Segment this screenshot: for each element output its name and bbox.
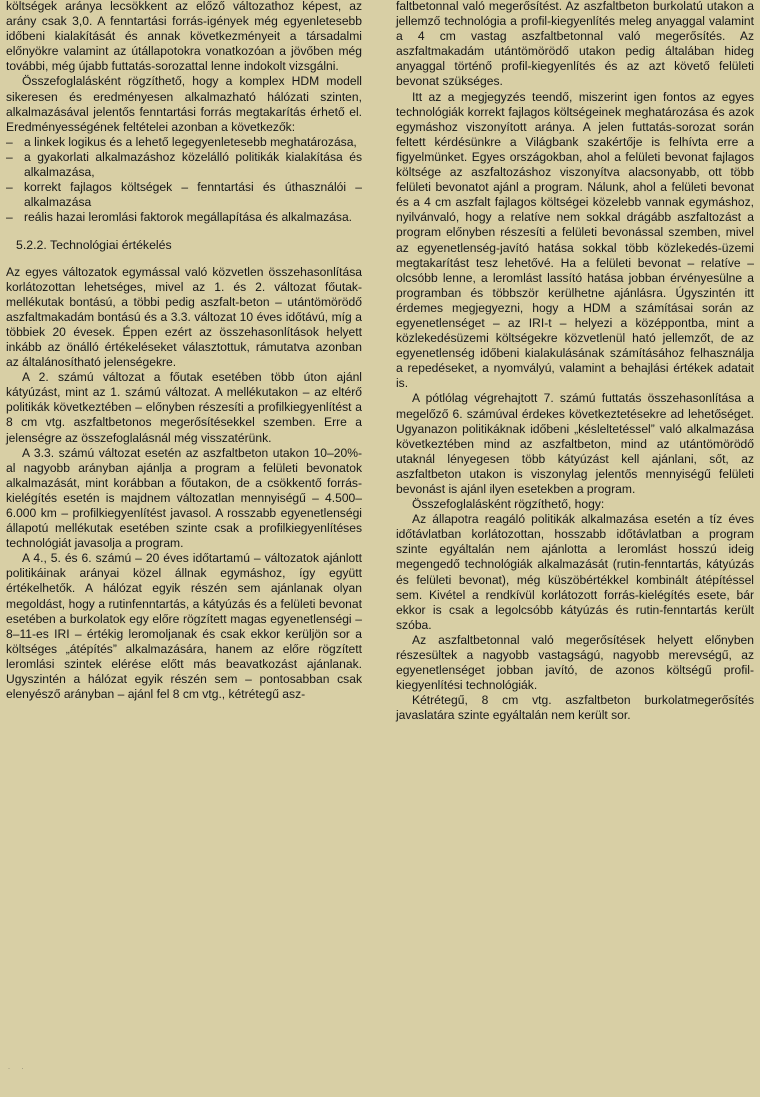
paragraph: költségek aránya lecsökkent az előző változathoz képest, az arány csak 3,0. A fenntartási forrás-igények még egyenletesebb időbeni kialakítását és annak következményeit a társadalmi előnyökre valamint az útállapotokra vonatkozóan a jövőben még további, még újabb futtatás-sorozattal lenne indokolt vizsgálni. bbox=[6, 0, 362, 74]
paragraph: A 3.3. számú változat esetén az aszfaltbeton utakon 10–20%-al nagyobb arányban ajánlja a program a felületi bevonatok alkalmazását, mint korábban a főutakon, de a csökkentő forrás-kielégítés esetén is majdnem változatlan mennyiségű – 4.500–6.000 km – profilkiegyenlítést javasol. A rosszabb egyenetlenségi állapotú mellékutak esetében szinte csak a profilkiegyenlítéses technológiát javasolja a program. bbox=[6, 445, 362, 551]
left-column bbox=[6, 0, 362, 702]
paragraph: Az egyes változatok egymással való közvetlen összehasonlítása korlátozottan lehetséges, mivel az 1. és 2. változat főutak-mellékutak bontású, a többi pedig aszfalt-beton – utántömörödő aszfaltmakadám bontású és a 3.3. változat 10 éves időtávú, míg a többiek 20 évesek. Éppen ezért az összehasonlítások helyett inkább az önálló értékeléseket választottuk, rámutatva azonban az általánosítható jelenségekre. bbox=[6, 264, 362, 370]
paragraph: Az állapotra reagáló politikák alkalmazása esetén a tíz éves időtávlatban korlátozottan, hosszabb időtávlatban a program szinte egyáltalán nem ajánlotta a leromlást hosszú ideig megengedő technológiák alkalmazását (rutin-fenntartás, kátyúzás és felületi bevonat), még küszöbértékkel kombinált átépítéssel sem. Kivétel a rendkívül korlátozott forrás-kielégítés esete, bár ekkor is csak a legolcsóbb kátyúzás és rutin-fenntartás került szóba. bbox=[396, 512, 754, 632]
list-item: – a gyakorlati alkalmazáshoz közelálló politikák kialakítása és alkalmazása, bbox=[6, 150, 362, 180]
list-item: – korrekt fajlagos költségek – fenntartási és úthasználói – alkalmazása bbox=[6, 180, 362, 210]
right-column bbox=[396, 0, 754, 724]
paragraph: Összefoglalásként rögzíthető, hogy a komplex HDM modell sikeresen és eredményesen alkalmazható hálózati szinten, alkalmazásával jelentős fenntartási forrás megtakarítás érhető el. Eredményességének feltételei azonban a következők: bbox=[6, 74, 362, 134]
paragraph: A 2. számú változat a főutak esetében több úton ajánl kátyúzást, mint az 1. számú változat. A mellékutakon – az eltérő politikák következtében – előnyben részesíti a profilkiegyenlítést a 8 cm vtg. aszfaltbetonos megerősítésekkel szemben. Erre a jelenségre az összefoglalásnál még visszatérünk. bbox=[6, 370, 362, 445]
paragraph: Itt az a megjegyzés teendő, miszerint igen fontos az egyes technológiák korrekt fajlagos költségeinek meghatározása és azok egymáshoz viszonyított aránya. A jelen futtatás-sorozat során feltett kérdésünkre a Világbank szakértője is felhívta erre a figyelmünket. Egyes országokban, ahol a felületi bevonat fajlagos költsége az aszfaltozáshoz viszonyítva alacsonyabb, ott több felületi bevonatot ajánl a program. Nálunk, ahol a felületi bevonat és a 4 cm aszfalt fajlagos költségei közelebb vannak egymáshoz, nyilvánvaló, hogy a relatíve nem sokkal drágább aszfaltozást a program előnyben részesíti a felületi bevonással szemben, mivel az egyenetlenség-javító hatása sokkal több közlekedés-üzemi megtakarítást tesz lehetővé. Ha a felületi bevonat – relatíve – olcsóbb lenne, a leromlást lassító hatása jobban érvényesülne a programban és többször kerülhetne ajánlásra. Úgyszintén itt érdemes megjegyezni, hogy a HDM a számításai során az egyenetlenséget – az IRI-t – helyezi a középpontba, mint a közlekedésüzemi költségekre közvetlenül ható jellemzőt, de az egyenetlenség időbeni kialakulásának számításához felhasználja a repedéseket, a nyomvályú, valamint a behajlási értékek adatait is. bbox=[396, 89, 754, 391]
list-item: – reális hazai leromlási faktorok megállapítása és alkalmazása. bbox=[6, 210, 362, 225]
paragraph: faltbetonnal való megerősítést. Az aszfaltbeton burkolatú utakon a jellemző technológia a profil-kiegyenlítés meleg anyaggal valamint a 4 cm vastag aszfaltbetonnal való megerősítés. Az aszfaltmakadám utántömörödő utakon pedig általában hideg anyaggal történő profil-kiegyenlítés és az azt követő felületi bevonat szükséges. bbox=[396, 0, 754, 89]
list-item: – a linkek logikus és a lehető legegyenletesebb meghatározása, bbox=[6, 135, 362, 150]
paragraph: Összefoglalásként rögzíthető, hogy: bbox=[412, 497, 605, 512]
paragraph: Az aszfaltbetonnal való megerősítések helyett előnyben részesültek a nagyobb vastagságú, nagyobb merevségű, az egyenetlenséget jobban javító, de azonos költségű profil-kiegyenlítési technológiák. bbox=[396, 632, 754, 693]
scan-specks: · · bbox=[8, 1066, 29, 1072]
paragraph: A pótlólag végrehajtott 7. számú futtatás összehasonlítása a megelőző 6. számúval érdekes következtetésekre ad lehetőséget. Ugyanazon politikáknak időbeni „késleltetéssel” való alkalmazása következtében mind az aszfaltbeton, mind az utántömörödő utaknál lényegesen több kátyúzást kell ajánlani, sőt, az aszfaltbeton utakon is viszonylag jelentős mennyiségű felületi bevonást is ajánl ilyen esetekben a program. bbox=[396, 391, 754, 496]
section-heading: 5.2.2. Technológiai értékelés bbox=[16, 238, 172, 253]
conditions-list bbox=[6, 135, 362, 226]
paragraph: Kétrétegű, 8 cm vtg. aszfaltbeton burkolatmegerősítés javaslatára szinte egyáltalán nem került sor. bbox=[396, 693, 754, 723]
paragraph: A 4., 5. és 6. számú – 20 éves időtartamú – változatok ajánlott politikáinak arányai közel állnak egymáshoz, így együtt értékelhetők. A hálózat egyik részén sem ajánlanak olyan megoldást, hogy a rutinfenntartás, a kátyúzás és a felületi bevonat esetében a burkolatok egy előre rögzített magas egyenetlenségi – 8–11-es IRI – értékig leromoljanak és csak ekkor kerüljön sor a költséges „átépítés” alkalmazására, hanem az előre rögzített leromlási szintek elérése előtt más beavatkozást ajánlanak. Ugyszintén a hálózat egyik részén sem – pontosabban csak elenyésző arányban – ajánl fel 8 cm vtg., kétrétegű asz- bbox=[6, 551, 362, 702]
